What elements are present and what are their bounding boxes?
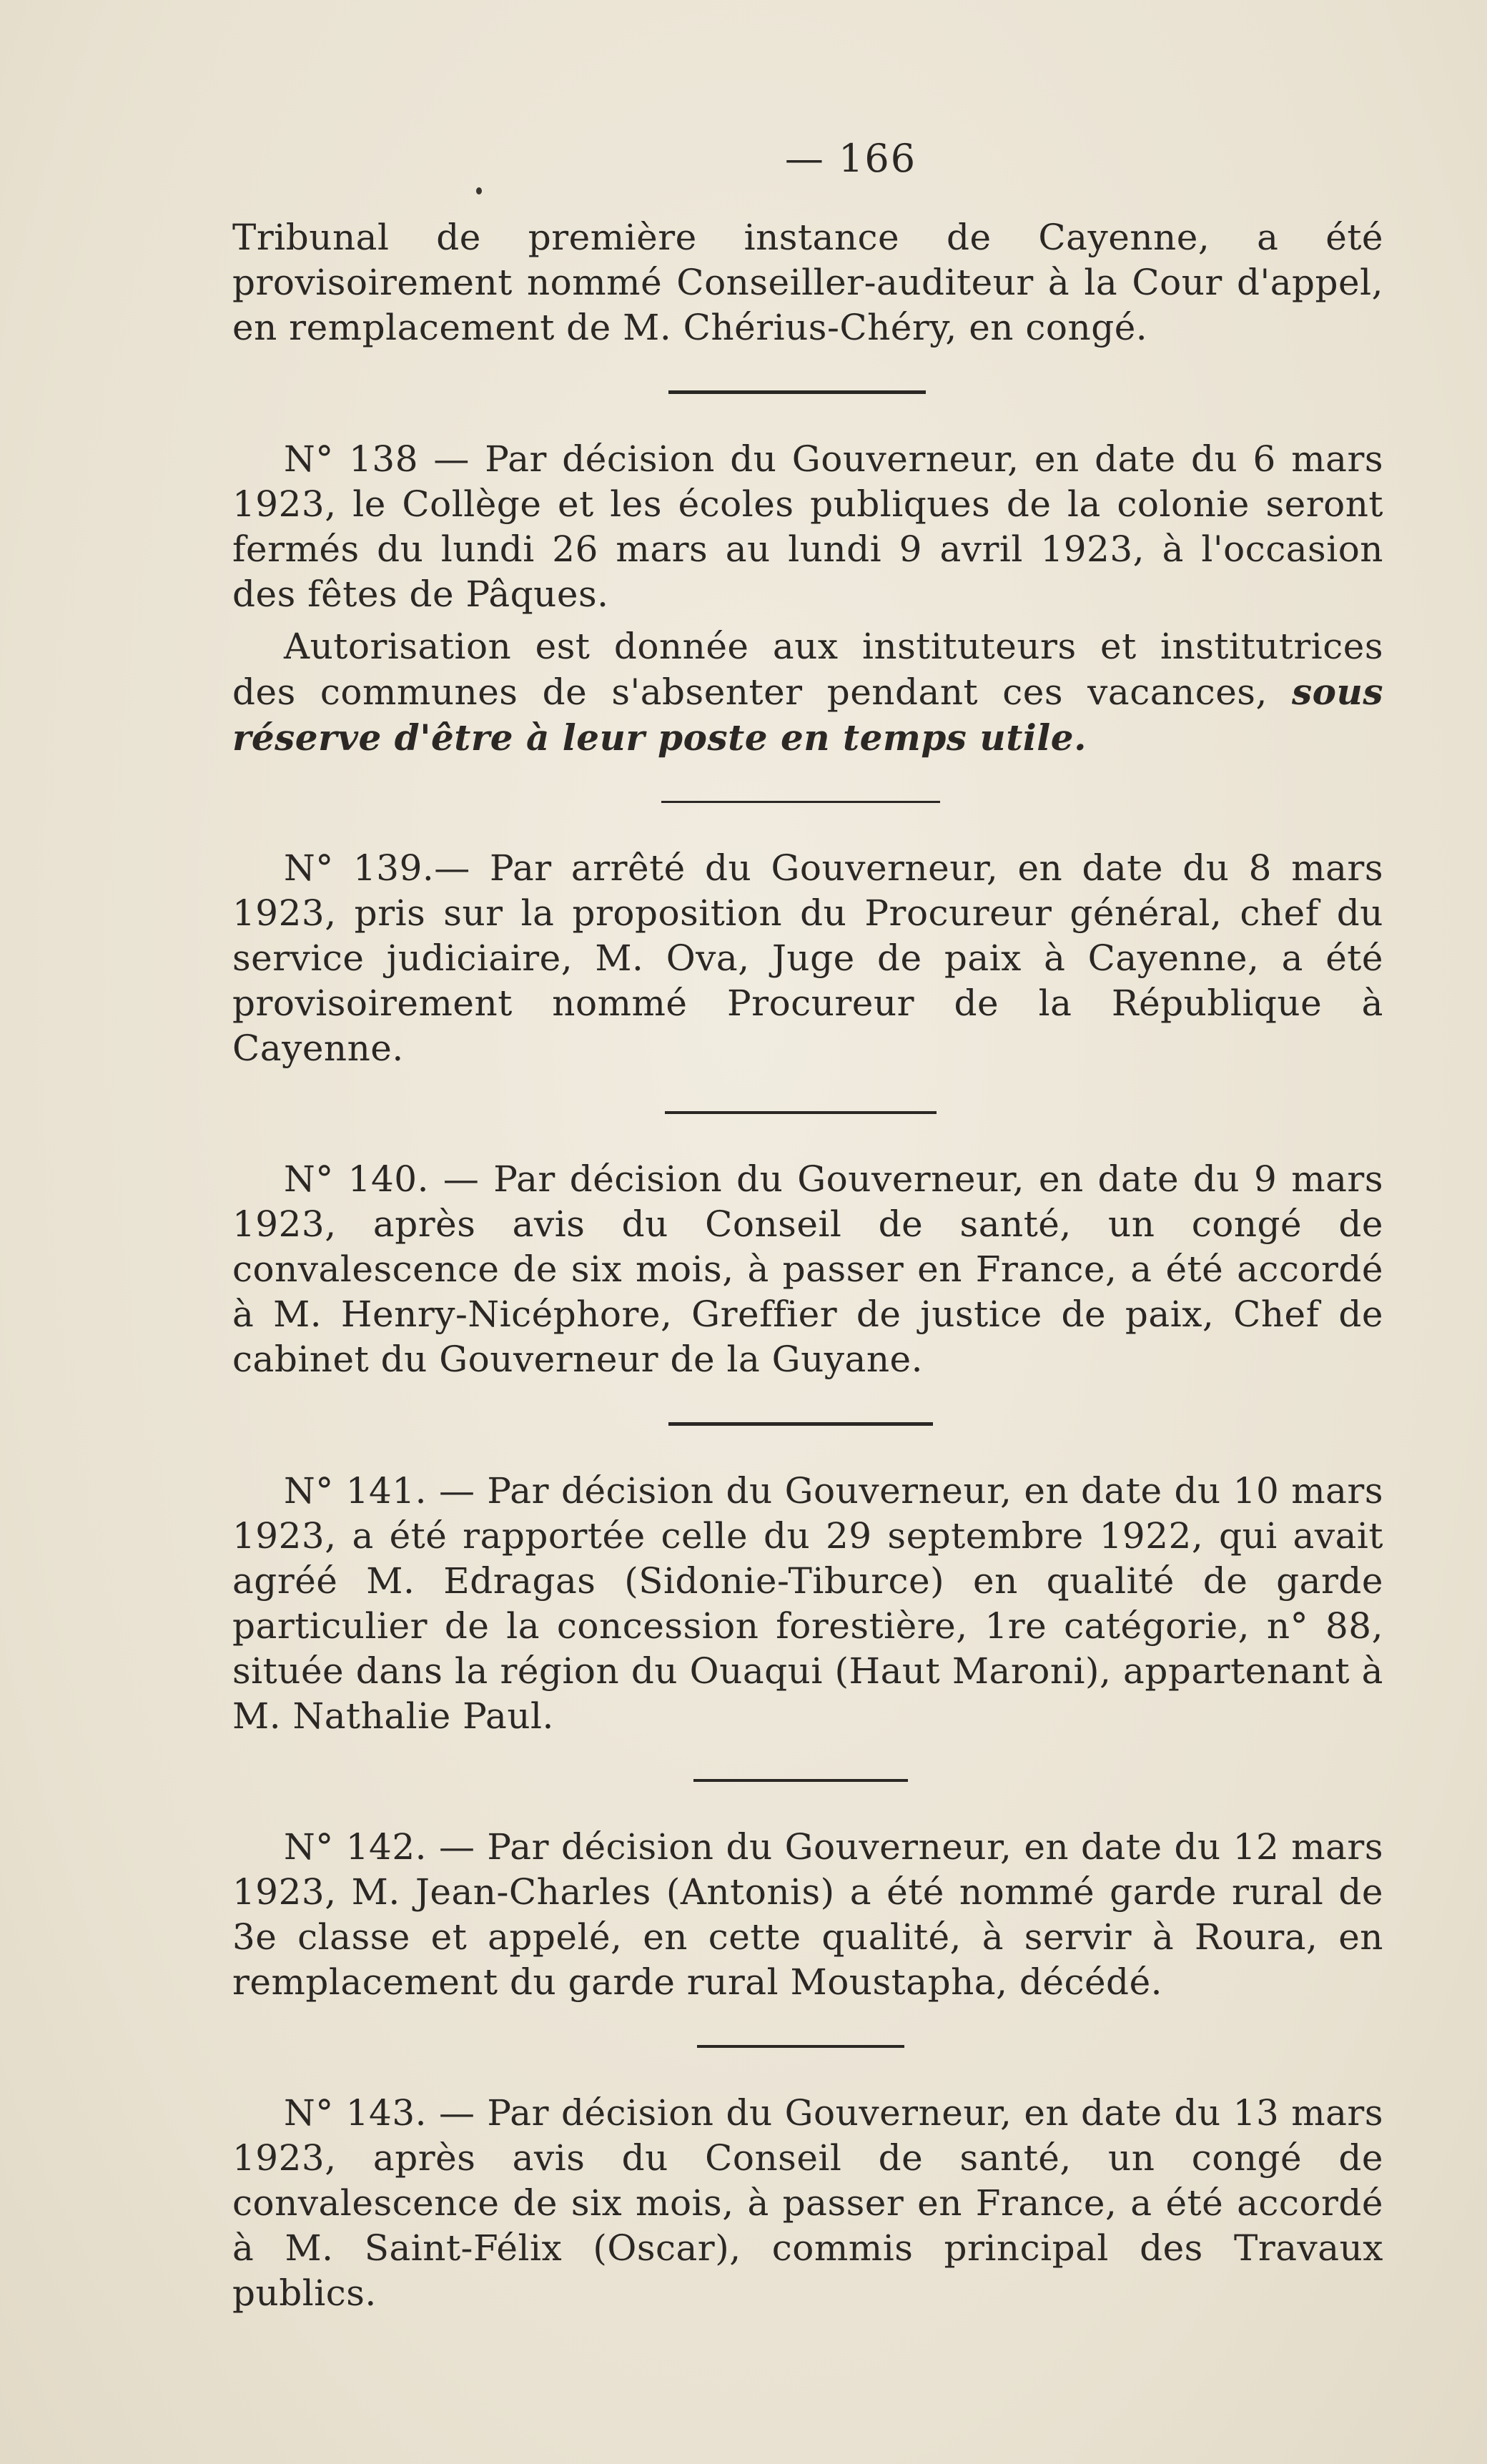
separator-rule xyxy=(693,1779,908,1782)
separator-rule xyxy=(661,801,940,803)
intro-paragraph: Tribunal de première instance de Cayenne, a été provisoirement nommé Conseiller-auditeur à la Cour d'appel, en remplacement de M. Chérius-Chéry, en congé. xyxy=(232,217,1383,348)
entry-paragraph: N° 142. — Par décision du Gouverneur, en date du 12 mars 1923, M. Jean-Charles (Antonis) a été nommé garde rural de 3e classe et appelé, en cette qualité, à servir à Roura, en remplacement du garde rural Moustapha, décédé. xyxy=(232,1826,1383,2003)
separator-rule xyxy=(665,1111,937,1114)
entry-140 xyxy=(232,1157,1383,1382)
text-column xyxy=(232,136,1383,2316)
entry-138 xyxy=(232,437,1383,761)
entry-paragraph: N° 139.— Par arrêté du Gouverneur, en date du 8 mars 1923, pris sur la proposition du Procureur général, chef du service judiciaire, M. Ova, Juge de paix à Cayenne, a été provisoirement nommé Procureur de la République à Cayenne. xyxy=(232,847,1383,1069)
entry-139 xyxy=(232,846,1383,1071)
entry-143 xyxy=(232,2091,1383,2316)
separator-rule xyxy=(668,390,926,394)
authorization-text: Autorisation est donnée aux instituteurs et institutrices des communes de s'absenter pendant ces vacances, xyxy=(232,626,1383,713)
entry-paragraph: N° 138 — Par décision du Gouverneur, en date du 6 mars 1923, le Collège et les écoles publiques de la colonie seront fermés du lundi 26 mars au lundi 9 avril 1923, à l'occasion des fêtes de Pâques. xyxy=(232,438,1383,615)
entry-142 xyxy=(232,1825,1383,2005)
entry-paragraph: N° 141. — Par décision du Gouverneur, en date du 10 mars 1923, a été rapportée celle du 29 septembre 1922, qui avait agréé M. Edragas (Sidonie-Tiburce) en qualité de garde particulier de la concession forestière, 1re catégorie, n° 88, située dans la région du Ouaqui (Haut Maroni), appartenant à M. Nathalie Paul. xyxy=(232,1470,1383,1737)
entry-141 xyxy=(232,1469,1383,1739)
separator-rule xyxy=(697,2045,904,2048)
entry-paragraph: N° 140. — Par décision du Gouverneur, en date du 9 mars 1923, après avis du Conseil de santé, un congé de convalescence de six mois, à passer en France, a été accordé à M. Henry-Nicéphore, Greffier de justice de paix, Chef de cabinet du Gouverneur de la Guyane. xyxy=(232,1158,1383,1380)
authorization-paragraph xyxy=(232,624,1383,761)
authorization-condition: sous réserve d'être à leur poste en temps utile. xyxy=(232,671,1383,759)
page-number: — 166 xyxy=(784,136,917,181)
entry-paragraph: N° 143. — Par décision du Gouverneur, en date du 13 mars 1923, après avis du Conseil de santé, un congé de convalescence de six mois, à passer en France, a été accordé à M. Saint-Félix (Oscar), commis principal des Travaux publics. xyxy=(232,2092,1383,2314)
separator-rule xyxy=(668,1422,933,1426)
